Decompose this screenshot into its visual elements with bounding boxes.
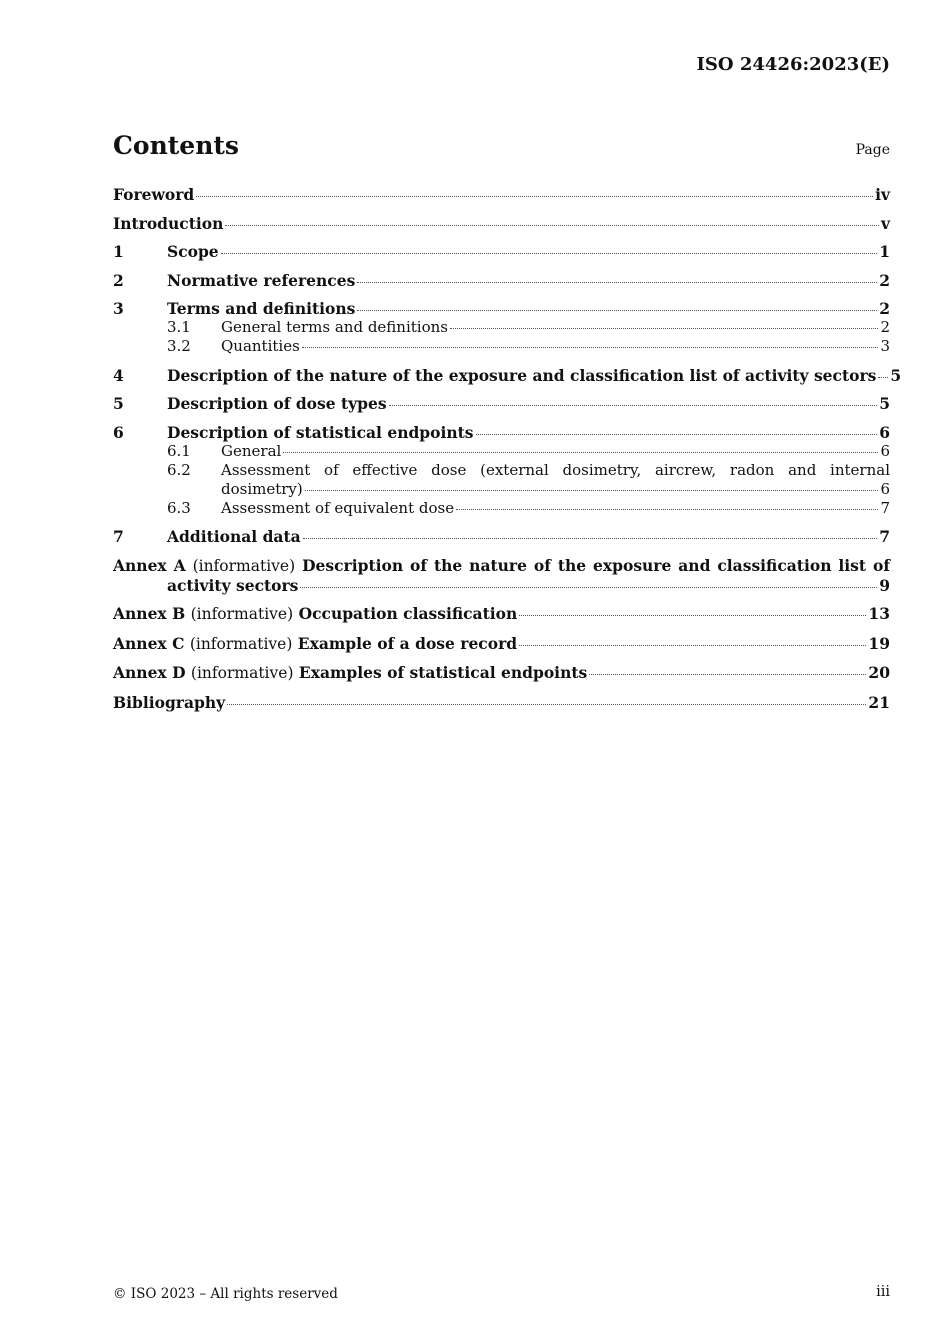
toc-entry-general[interactable] [113,442,890,461]
toc-page: 5 [879,394,890,413]
annex-title: Occupation classification [298,604,518,623]
toc-entry-general-terms[interactable] [113,318,890,337]
toc-leader [589,674,866,675]
toc-leader [302,347,879,348]
toc-title: Bibliography [113,692,226,712]
toc-leader [357,282,877,283]
annex-title-line2: activity sectors [167,575,299,595]
annex-type: (informative) [190,605,294,623]
toc-number: 6 [113,422,124,442]
toc-number: 3.1 [167,318,191,336]
toc-entry-introduction[interactable] [113,214,890,233]
annex-title: Example of a dose record [297,633,518,653]
annex-label: Annex A [113,555,186,575]
toc-page: 13 [868,604,890,623]
toc-leader [221,253,878,254]
toc-leader [450,328,878,329]
toc-entry-equivalent-dose[interactable] [113,499,890,518]
footer-copyright: © ISO 2023 – All rights reserved [113,1286,338,1302]
toc-entry-quantities[interactable] [113,337,890,356]
page-column-label: Page [855,142,890,158]
annex-type: (informative) [190,664,294,682]
toc-entry-annex-c[interactable] [113,634,890,654]
toc-leader [300,587,877,588]
annex-type: (informative) [192,556,296,575]
toc-leader [357,310,877,311]
toc-title: Assessment of equivalent dose [221,498,455,517]
footer-page-number: iii [876,1284,890,1300]
toc-title: Description of statistical endpoints [167,422,474,442]
toc-entry-annex-d[interactable] [113,663,890,683]
toc-title: Introduction [113,213,224,233]
annex-title-line1: Description of the nature of the exposure and classification list of [302,555,890,575]
toc-title: General [221,441,282,460]
toc-title: Normative references [167,270,356,290]
toc-page: v [880,213,890,233]
toc-title: Foreword [113,185,195,204]
toc-number: 6.1 [167,441,191,460]
toc-page: 19 [868,633,890,653]
annex-label: Annex B [113,604,186,623]
toc-page: 20 [868,663,890,682]
toc-page: 2 [879,270,890,290]
toc-leader [456,509,878,510]
annex-type: (informative) [189,634,293,653]
toc-number: 1 [113,242,124,261]
toc-entry-annex-a[interactable] [113,556,890,595]
toc-leader [283,452,878,453]
toc-entry-dose-types[interactable] [113,394,890,413]
toc-page: 6 [880,441,890,460]
toc-entry-terms-definitions[interactable] [113,299,890,318]
toc-entry-annex-b[interactable] [113,604,890,624]
toc-entry-normative-references[interactable] [113,271,890,290]
toc-number: 7 [113,527,124,546]
toc-title-line1: Assessment of effective dose (external dosimetry, aircrew, radon and internal [221,460,890,479]
toc-page: 3 [880,337,890,355]
toc-page: iv [875,185,890,204]
toc-page: 21 [868,692,890,712]
toc-number: 4 [113,365,124,385]
toc-entry-foreword[interactable] [113,185,890,204]
annex-title: Examples of statistical endpoints [298,663,588,682]
toc-leader [476,434,878,435]
toc-leader [519,615,866,616]
toc-number: 6.2 [167,460,191,479]
toc-leader [519,645,866,646]
toc-entry-effective-dose[interactable] [113,461,890,499]
toc-leader [878,377,888,378]
toc-leader [227,704,866,705]
toc-leader [389,405,878,406]
toc-entry-scope[interactable] [113,242,890,261]
toc-title: General terms and definitions [221,318,448,336]
toc-page: 6 [879,422,890,442]
toc-page: 6 [880,479,890,498]
toc-title: Terms and definitions [167,299,356,318]
toc-entry-nature-of-exposure[interactable] [113,365,902,385]
toc-page: 7 [879,527,890,546]
toc-number: 5 [113,394,124,413]
toc-page: 7 [880,498,890,517]
toc-title: Scope [167,242,219,261]
toc-page: 2 [880,318,890,336]
toc-page: 2 [879,299,890,318]
toc-number: 3 [113,299,124,318]
toc-page: 1 [879,242,890,261]
toc-number: 6.3 [167,498,191,517]
toc-title-line2: dosimetry) [221,479,303,498]
toc-leader [196,196,873,197]
toc-title: Description of dose types [167,394,387,413]
toc-page: 9 [879,575,890,595]
toc-entry-additional-data[interactable] [113,527,890,546]
toc-title: Additional data [167,527,301,546]
toc-leader [305,490,879,491]
annex-label: Annex C [113,633,185,653]
toc-title: Description of the nature of the exposure and classification list of activity sectors [167,365,877,385]
document-id: ISO 24426:2023(E) [696,54,890,75]
toc-number: 2 [113,270,124,290]
table-of-contents [113,185,902,712]
toc-page: 5 [890,365,902,385]
toc-entry-statistical-endpoints[interactable] [113,423,890,442]
toc-leader [303,538,878,539]
toc-entry-bibliography[interactable] [113,693,890,712]
toc-leader [225,225,879,226]
annex-label: Annex D [113,663,186,682]
toc-title: Quantities [221,337,300,355]
page-title: Contents [113,131,240,160]
toc-number: 3.2 [167,337,191,355]
